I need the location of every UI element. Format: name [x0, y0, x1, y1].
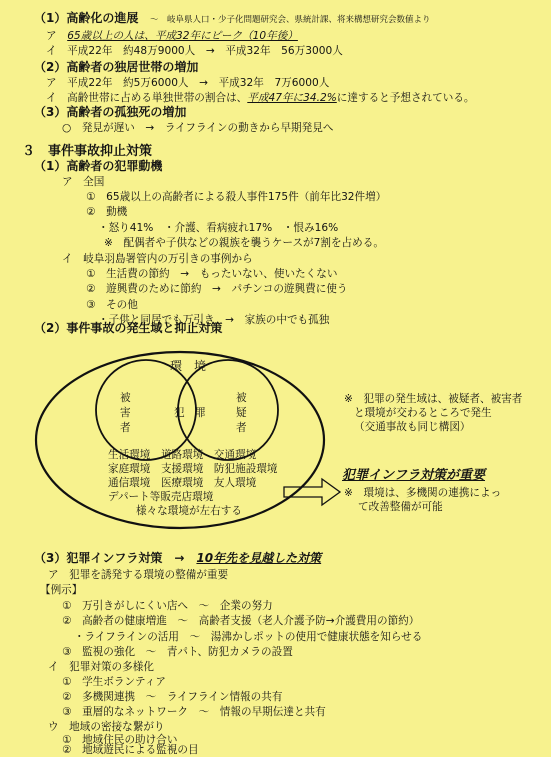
item-infra-a2: ② 高齢者の健康増進 ～ 高齢者支援（老人介護予防→介護費用の節約）: [62, 615, 420, 627]
env-row-1: 生活環境 道路環境 交通環境: [108, 449, 257, 461]
section-title-prevention: ３ 事件事故抑止対策: [22, 144, 153, 159]
item-i2-emphasis: 平成47年に34.2%: [247, 92, 337, 104]
note-line-3: （交通事故も同じ構図）: [354, 421, 471, 433]
source-note: ～ 岐阜県人口・少子化問題研究会、県統計課、将来構想研究会数値より: [150, 15, 431, 25]
heading-infra-emphasis: 10年先を見越した対策: [196, 551, 322, 565]
heading-lonely-death: （3）高齢者の孤独死の増加: [34, 105, 187, 119]
item-motive-note: ※ 配偶者や子供などの親族を襲うケースが7割を占める。: [104, 237, 384, 249]
heading-infra-measures: （3）犯罪インフラ対策 → 10年先を見越した対策: [34, 551, 322, 565]
item-o3: ○ 発見が遅い → ライフラインの動きから早期発見へ: [62, 122, 334, 134]
item-shoplift-2: ② 遊興費のために節約 → パチンコの遊興費に使う: [86, 283, 348, 295]
item-motive: ② 動機: [86, 206, 128, 218]
item-infra-u1: ① 地域住民の助け合い: [62, 734, 178, 746]
victim-char-3: 者: [120, 422, 131, 434]
item-infra-i: イ 犯罪対策の多様化: [48, 661, 154, 673]
note-line-1: ※ 犯罪の発生域は、被疑者、被害者: [344, 393, 523, 405]
heading-crime-area: （2）事件事故の発生域と抑止対策: [34, 321, 223, 335]
env-row-5: 様々な環境が左右する: [136, 505, 242, 517]
item-infra-a: ア 犯罪を誘発する環境の整備が重要: [48, 569, 229, 581]
item-motive-detail: ・怒り41% ・介護、看病疲れ17% ・恨み16%: [98, 222, 339, 234]
item-infra-a2b: ・ライフラインの活用 ～ 湯沸かしポットの使用で健康状態を知らせる: [74, 631, 423, 643]
item-murder-cases: ① 65歳以上の高齢者による殺人事件175件（前年比32件増）: [86, 191, 387, 203]
item-infra-u: ウ 地域の密接な繋がり: [48, 721, 165, 733]
heading-single-households: （2）高齢者の独居世帯の増加: [34, 60, 199, 74]
env-label: 環 境: [170, 359, 207, 373]
heading-crime-motive: （1）高齢者の犯罪動機: [34, 159, 163, 173]
victim-char-2: 害: [120, 407, 131, 419]
item-shoplift-3: ③ その他: [86, 299, 138, 311]
item-i2: イ 高齢世帯に占める単独世帯の割合は、平成47年に34.2%に達すると予想されている。: [46, 92, 475, 104]
item-infra-i2: ② 多機関連携 ～ ライフライン情報の共有: [62, 691, 283, 703]
arrow-right-icon: [284, 479, 340, 505]
heading-aging: （1）高齢化の進展: [34, 11, 139, 25]
item-a2: ア 平成22年 約5万6000人 → 平成32年 7万6000人: [46, 77, 330, 89]
item-nationwide: ア 全国: [62, 176, 105, 188]
env-row-3: 通信環境 医療環境 友人環境: [108, 477, 257, 489]
item-infra-i3: ③ 重層的なネットワーク ～ 情報の早期伝達と共有: [62, 706, 326, 718]
item-infra-u2: ② 地域遊民による監視の目: [62, 744, 199, 756]
item-shoplift-3-detail: ・子供と同居でも万引き → 家族の中でも孤独: [98, 314, 330, 326]
item-infra-a1: ① 万引きがしにくい店へ ～ 企業の努力: [62, 600, 273, 612]
item-shoplifting: イ 岐阜羽島署管内の万引きの事例から: [62, 253, 253, 265]
note-line-2: と環境が交わるところで発生: [354, 407, 492, 419]
example-label: 【例示】: [40, 584, 83, 596]
item-infra-i1: ① 学生ボランティア: [62, 676, 166, 688]
item-a1: ア 65歳以上の人は、平成32年にピーク（10年後）: [46, 30, 298, 42]
env-row-4: デパート等販売店環境: [108, 491, 214, 503]
victim-char-1: 被: [120, 392, 131, 404]
item-i1: イ 平成22年 約48万9000人 → 平成32年 56万3000人: [46, 45, 343, 57]
infra-title: 犯罪インフラ対策が重要: [342, 468, 486, 483]
infra-line-2: て改善整備が可能: [358, 501, 443, 513]
suspect-char-3: 者: [236, 422, 247, 434]
item-infra-a3: ③ 監視の強化 ～ 青パト、防犯カメラの設置: [62, 646, 293, 658]
item-a1-emphasis: 65歳以上の人は、平成32年にピーク（10年後）: [67, 30, 298, 42]
suspect-char-2: 疑: [236, 407, 247, 419]
infra-line-1: ※ 環境は、多機関の連携によっ: [344, 487, 502, 499]
crime-label: 犯 罪: [174, 407, 206, 419]
suspect-char-1: 被: [236, 392, 247, 404]
item-shoplift-1: ① 生活費の節約 → もったいない、使いたくない: [86, 268, 338, 280]
env-row-2: 家庭環境 支援環境 防犯施設環境: [108, 463, 278, 475]
